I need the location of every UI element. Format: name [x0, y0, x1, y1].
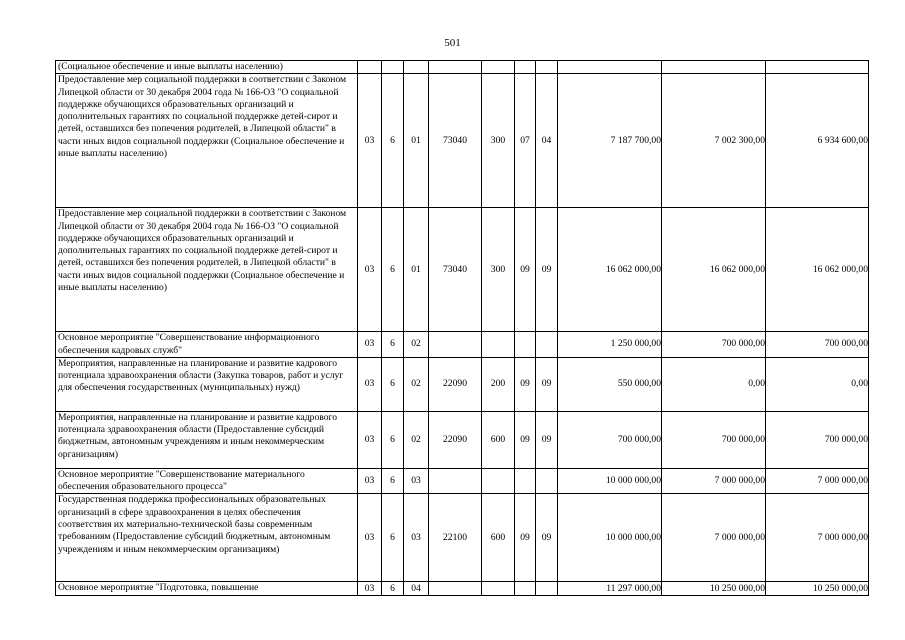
amount-year-1-cell: 10 000 000,00: [558, 494, 662, 582]
subsection-cell: 09: [536, 208, 558, 332]
amount-year-2-cell: 0,00: [662, 357, 766, 411]
description-cell: Основное мероприятие "Подготовка, повышение: [56, 582, 358, 596]
expense-type-cell: 600: [482, 411, 515, 468]
event-code-cell: 02: [404, 411, 429, 468]
section-cell: 09: [515, 357, 536, 411]
subsection-cell: 09: [536, 494, 558, 582]
program-code-cell: 03: [358, 208, 382, 332]
expense-type-cell: 300: [482, 208, 515, 332]
section-cell: 09: [515, 494, 536, 582]
amount-year-2-cell: 7 002 300,00: [662, 74, 766, 208]
expense-type-cell: 300: [482, 74, 515, 208]
amount-year-3-cell: 10 250 000,00: [766, 582, 869, 596]
amount-year-3-cell: 6 934 600,00: [766, 74, 869, 208]
amount-year-2-cell: 700 000,00: [662, 332, 766, 358]
program-code-cell: 03: [358, 357, 382, 411]
amount-year-2-cell: 10 250 000,00: [662, 582, 766, 596]
table-row: [56, 411, 869, 468]
expense-type-cell: [482, 332, 515, 358]
section-cell: 09: [515, 411, 536, 468]
table-row: [56, 332, 869, 358]
subprogram-code-cell: 6: [382, 582, 404, 596]
section-cell: [515, 468, 536, 494]
direction-code-cell: 22090: [429, 411, 482, 468]
program-code-cell: 03: [358, 582, 382, 596]
description-cell: Предоставление мер социальной поддержки в соответствии с Законом Липецкой области от 30 декабря 2004 года № 166-ОЗ "О социальной поддержке обучающихся образовательных организаций и дополнительных гарантиях по социальной поддержке детей-сирот и детей, оставшихся без попечения родителей, в Липецкой области" в части иных видов социальной поддержки (Социальное обеспечение и иные выплаты населению): [56, 74, 358, 208]
subsection-cell: [536, 468, 558, 494]
budget-table: [55, 60, 869, 596]
subprogram-code-cell: 6: [382, 494, 404, 582]
table-row: [56, 582, 869, 596]
amount-year-2-cell: 16 062 000,00: [662, 208, 766, 332]
subprogram-code-cell: 6: [382, 357, 404, 411]
table-row: [56, 74, 869, 208]
section-cell: [515, 61, 536, 74]
amount-year-2-cell: 7 000 000,00: [662, 494, 766, 582]
amount-year-1-cell: 7 187 700,00: [558, 74, 662, 208]
amount-year-3-cell: 7 000 000,00: [766, 468, 869, 494]
subsection-cell: [536, 61, 558, 74]
description-cell: (Социальное обеспечение и иные выплаты населению): [56, 61, 358, 74]
description-cell: Основное мероприятие "Совершенствование материального обеспечения образовательного процесса": [56, 468, 358, 494]
table-row: [56, 61, 869, 74]
table-row: [56, 494, 869, 582]
description-cell: Мероприятия, направленные на планирование и развитие кадрового потенциала здравоохранения области (Закупка товаров, работ и услуг для обеспечения государственных (муниципальных) нужд): [56, 357, 358, 411]
amount-year-2-cell: 7 000 000,00: [662, 468, 766, 494]
amount-year-1-cell: 550 000,00: [558, 357, 662, 411]
event-code-cell: [404, 61, 429, 74]
event-code-cell: 04: [404, 582, 429, 596]
subprogram-code-cell: 6: [382, 411, 404, 468]
event-code-cell: 03: [404, 468, 429, 494]
expense-type-cell: 200: [482, 357, 515, 411]
expense-type-cell: [482, 468, 515, 494]
description-cell: Основное мероприятие "Совершенствование информационного обеспечения кадровых служб": [56, 332, 358, 358]
amount-year-1-cell: [558, 61, 662, 74]
table-row: [56, 357, 869, 411]
event-code-cell: 02: [404, 332, 429, 358]
amount-year-1-cell: 10 000 000,00: [558, 468, 662, 494]
amount-year-1-cell: 16 062 000,00: [558, 208, 662, 332]
program-code-cell: 03: [358, 494, 382, 582]
program-code-cell: 03: [358, 74, 382, 208]
event-code-cell: 02: [404, 357, 429, 411]
description-cell: Государственная поддержка профессиональных образовательных организаций в сфере здравоохранения в целях обеспечения соответствия их материально-технической базы современным требованиям (Предоставление субсидий бюджетным, автономным учреждениям и иным некоммерческим организациям): [56, 494, 358, 582]
page-number: 501: [444, 37, 461, 49]
direction-code-cell: 73040: [429, 74, 482, 208]
direction-code-cell: [429, 468, 482, 494]
amount-year-1-cell: 11 297 000,00: [558, 582, 662, 596]
amount-year-3-cell: 700 000,00: [766, 411, 869, 468]
table-row: [56, 468, 869, 494]
section-cell: 07: [515, 74, 536, 208]
event-code-cell: 03: [404, 494, 429, 582]
subsection-cell: 09: [536, 357, 558, 411]
subprogram-code-cell: 6: [382, 468, 404, 494]
program-code-cell: 03: [358, 332, 382, 358]
amount-year-3-cell: 0,00: [766, 357, 869, 411]
subsection-cell: [536, 332, 558, 358]
subprogram-code-cell: 6: [382, 332, 404, 358]
subprogram-code-cell: [382, 61, 404, 74]
amount-year-3-cell: [766, 61, 869, 74]
event-code-cell: 01: [404, 208, 429, 332]
section-cell: [515, 582, 536, 596]
subsection-cell: [536, 582, 558, 596]
subprogram-code-cell: 6: [382, 74, 404, 208]
amount-year-3-cell: 16 062 000,00: [766, 208, 869, 332]
amount-year-2-cell: 700 000,00: [662, 411, 766, 468]
subsection-cell: 09: [536, 411, 558, 468]
expense-type-cell: [482, 582, 515, 596]
direction-code-cell: [429, 332, 482, 358]
subsection-cell: 04: [536, 74, 558, 208]
amount-year-2-cell: [662, 61, 766, 74]
direction-code-cell: [429, 582, 482, 596]
direction-code-cell: 22100: [429, 494, 482, 582]
direction-code-cell: [429, 61, 482, 74]
description-cell: Мероприятия, направленные на планирование и развитие кадрового потенциала здравоохранения области (Предоставление субсидий бюджетным, автономным учреждениям и иным некоммерческим организациям): [56, 411, 358, 468]
amount-year-3-cell: 700 000,00: [766, 332, 869, 358]
program-code-cell: 03: [358, 468, 382, 494]
direction-code-cell: 73040: [429, 208, 482, 332]
program-code-cell: [358, 61, 382, 74]
amount-year-1-cell: 700 000,00: [558, 411, 662, 468]
program-code-cell: 03: [358, 411, 382, 468]
section-cell: 09: [515, 208, 536, 332]
description-cell: Предоставление мер социальной поддержки в соответствии с Законом Липецкой области от 30 декабря 2004 года № 166-ОЗ "О социальной поддержке обучающихся образовательных организаций и дополнительных гарантиях по социальной поддержке детей-сирот и детей, оставшихся без попечения родителей, в Липецкой области" в части иных видов социальной поддержки (Социальное обеспечение и иные выплаты населению): [56, 208, 358, 332]
subprogram-code-cell: 6: [382, 208, 404, 332]
amount-year-1-cell: 1 250 000,00: [558, 332, 662, 358]
expense-type-cell: [482, 61, 515, 74]
event-code-cell: 01: [404, 74, 429, 208]
table-row: [56, 208, 869, 332]
direction-code-cell: 22090: [429, 357, 482, 411]
expense-type-cell: 600: [482, 494, 515, 582]
section-cell: [515, 332, 536, 358]
amount-year-3-cell: 7 000 000,00: [766, 494, 869, 582]
